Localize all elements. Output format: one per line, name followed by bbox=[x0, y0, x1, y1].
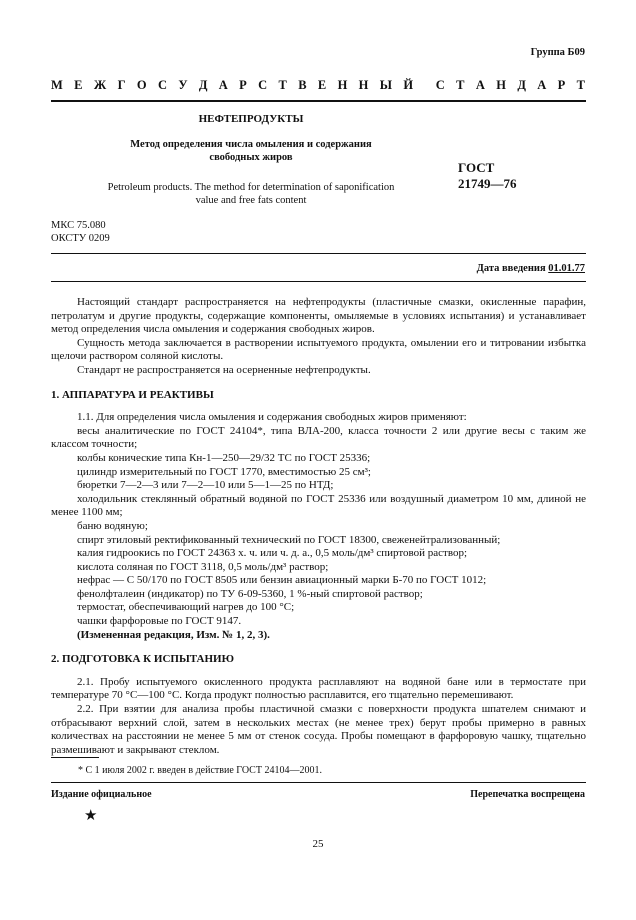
subtitle-line: Метод определения числа омыления и содержания bbox=[130, 139, 372, 150]
intro-paragraph: Стандарт не распространяется на осерненные нефтепродукты. bbox=[77, 363, 371, 376]
group-code: Группа Б09 bbox=[530, 47, 585, 58]
banner-letter: А bbox=[218, 78, 228, 92]
subtitle-en-line: value and free fats content bbox=[195, 195, 307, 206]
banner-letter: Р bbox=[239, 78, 247, 92]
banner-letter: Н bbox=[496, 78, 506, 92]
document-subtitle bbox=[51, 139, 451, 164]
date-rule bbox=[51, 281, 586, 282]
banner-letter: Ж bbox=[93, 78, 107, 92]
list-item: колбы конические типа Кн-1—250—29/32 ТС по ГОСТ 25336; bbox=[77, 451, 371, 464]
star-icon: ★ bbox=[84, 808, 98, 824]
list-item: фенолфталеин (индикатор) по ТУ 6-09-5360, 1 %-ный спиртовой раствор; bbox=[77, 587, 423, 600]
banner-letter: Е bbox=[317, 78, 327, 92]
banner-letter: Й bbox=[403, 78, 414, 92]
banner-letter: Н bbox=[358, 78, 369, 92]
list-item: калия гидроокись по ГОСТ 24363 х. ч. или ч. д. а., 0,5 моль/дм³ спиртовой раствор; bbox=[77, 547, 468, 560]
mks-code: МКС 75.080 bbox=[51, 220, 106, 231]
banner-letter: О bbox=[136, 78, 147, 92]
list-item: весы аналитические по ГОСТ 24104*, типа ВЛА-200, класса точности 2 или другие весы с таким же классом точности; bbox=[51, 424, 586, 451]
banner-letter: Т bbox=[456, 78, 465, 92]
gost-designation bbox=[458, 160, 517, 192]
okstu-code: ОКСТУ 0209 bbox=[51, 232, 110, 244]
banner-letter: С bbox=[435, 78, 445, 92]
banner-letter: А bbox=[475, 78, 485, 92]
footnote-rule bbox=[51, 757, 99, 758]
intro-paragraph: Сущность метода заключается в растворении испытуемого продукта, омылении его и титровании избытка щелочи раствором соляной кислоты. bbox=[51, 336, 586, 363]
gost-number: 21749—76 bbox=[458, 176, 517, 191]
banner-letter: С bbox=[157, 78, 167, 92]
official-edition-label: Издание официальное bbox=[51, 789, 152, 800]
banner-letter: Т bbox=[278, 78, 287, 92]
banner-letter: Е bbox=[74, 78, 83, 92]
subtitle-en-line: Petroleum products. The method for determination of saponification bbox=[107, 182, 395, 193]
section-paragraph: 2.2. При взятии для анализа пробы пластичной смазки с поверхности продукта шпателем снимают и отбрасывают верхний слой, затем в нескольких местах (не менее трех) берут пробы примерно в равных количествах на расстоянии не менее 5 мм от стенок сосуда. Пробы помещают в фарфоровую чашку, тщательно размешивают и закрывают стеклом. bbox=[51, 703, 586, 756]
section-heading: 1. АППАРАТУРА И РЕАКТИВЫ bbox=[51, 388, 214, 401]
banner-letter: Р bbox=[557, 78, 566, 92]
section-heading: 2. ПОДГОТОВКА К ИСПЫТАНИЮ bbox=[51, 653, 234, 666]
date-value: 01.01.77 bbox=[548, 263, 585, 274]
list-item: цилиндр измерительный по ГОСТ 1770, вместимостью 25 см³; bbox=[77, 465, 371, 478]
list-item: баню водяную; bbox=[77, 519, 148, 532]
banner-letter: Г bbox=[117, 78, 126, 92]
list-item: спирт этиловый ректификованный технический по ГОСТ 18300, свеженейтрализованный; bbox=[77, 533, 501, 546]
banner-letter: Ы bbox=[379, 78, 393, 92]
reprint-prohibited-label: Перепечатка воспрещена bbox=[470, 789, 585, 800]
banner-letter: У bbox=[178, 78, 188, 92]
banner-letter: Т bbox=[576, 78, 585, 92]
classification-codes bbox=[51, 220, 110, 245]
footnote: * С 1 июля 2002 г. введен в действие ГОСТ 24104—2001. bbox=[78, 765, 322, 776]
document-title: НЕФТЕПРОДУКТЫ bbox=[198, 113, 304, 125]
banner-letter: В bbox=[298, 78, 307, 92]
list-item: чашки фарфоровые по ГОСТ 9147. bbox=[77, 615, 242, 628]
date-label: Дата введения bbox=[476, 263, 546, 274]
section-paragraph: 2.1. Пробу испытуемого окисленного продукта расплавляют на водяной бане или в термостате при температуре 70 °С—100 °С. Когда продукт полностью расплавится, его тщательно перемешивают. bbox=[51, 675, 586, 702]
banner-letter: М bbox=[51, 78, 63, 92]
banner-letter: Д bbox=[198, 78, 208, 92]
banner-letter: Д bbox=[517, 78, 526, 92]
list-item: кислота соляная по ГОСТ 3118, 0,5 моль/дм³ раствор; bbox=[77, 560, 329, 573]
section-paragraph: 1.1. Для определения числа омыления и содержания свободных жиров применяют: bbox=[77, 411, 467, 424]
intro-paragraph: Настоящий стандарт распространяется на нефтепродукты (пластичные смазки, окисленные парафин, петролатум и другие продукты, содержащие компоненты, омыляемые в условиях испытания) и устанавливает метод определения числа омыления и содержания свободных жиров. bbox=[51, 296, 586, 336]
document-subtitle-english bbox=[51, 181, 451, 207]
banner-letter: А bbox=[537, 78, 547, 92]
list-item: нефрас — С 50/170 по ГОСТ 8505 или бензин авиационный марки Б-70 по ГОСТ 1012; bbox=[77, 574, 487, 587]
banner-letter: Н bbox=[337, 78, 348, 92]
header-rule bbox=[51, 100, 586, 102]
banner-letter: С bbox=[258, 78, 268, 92]
subtitle-line: свободных жиров bbox=[209, 151, 293, 163]
list-item: бюретки 7—2—3 или 7—2—10 или 5—1—25 по НТД; bbox=[77, 479, 334, 492]
page-number: 25 bbox=[312, 838, 324, 850]
interstate-standard-banner bbox=[51, 79, 585, 93]
effective-date bbox=[477, 262, 585, 276]
list-item: холодильник стеклянный обратный водяной по ГОСТ 25336 или воздушный диаметром 10 мм, длиной не менее 1100 мм; bbox=[51, 492, 586, 519]
codes-rule bbox=[51, 253, 586, 254]
list-item: термостат, обеспечивающий нагрев до 100 °С; bbox=[77, 601, 295, 614]
document-body bbox=[51, 296, 586, 757]
amendment-note: (Измененная редакция, Изм. № 1, 2, 3). bbox=[77, 628, 270, 641]
footer-rule bbox=[51, 782, 586, 783]
gost-label: ГОСТ bbox=[458, 160, 495, 175]
